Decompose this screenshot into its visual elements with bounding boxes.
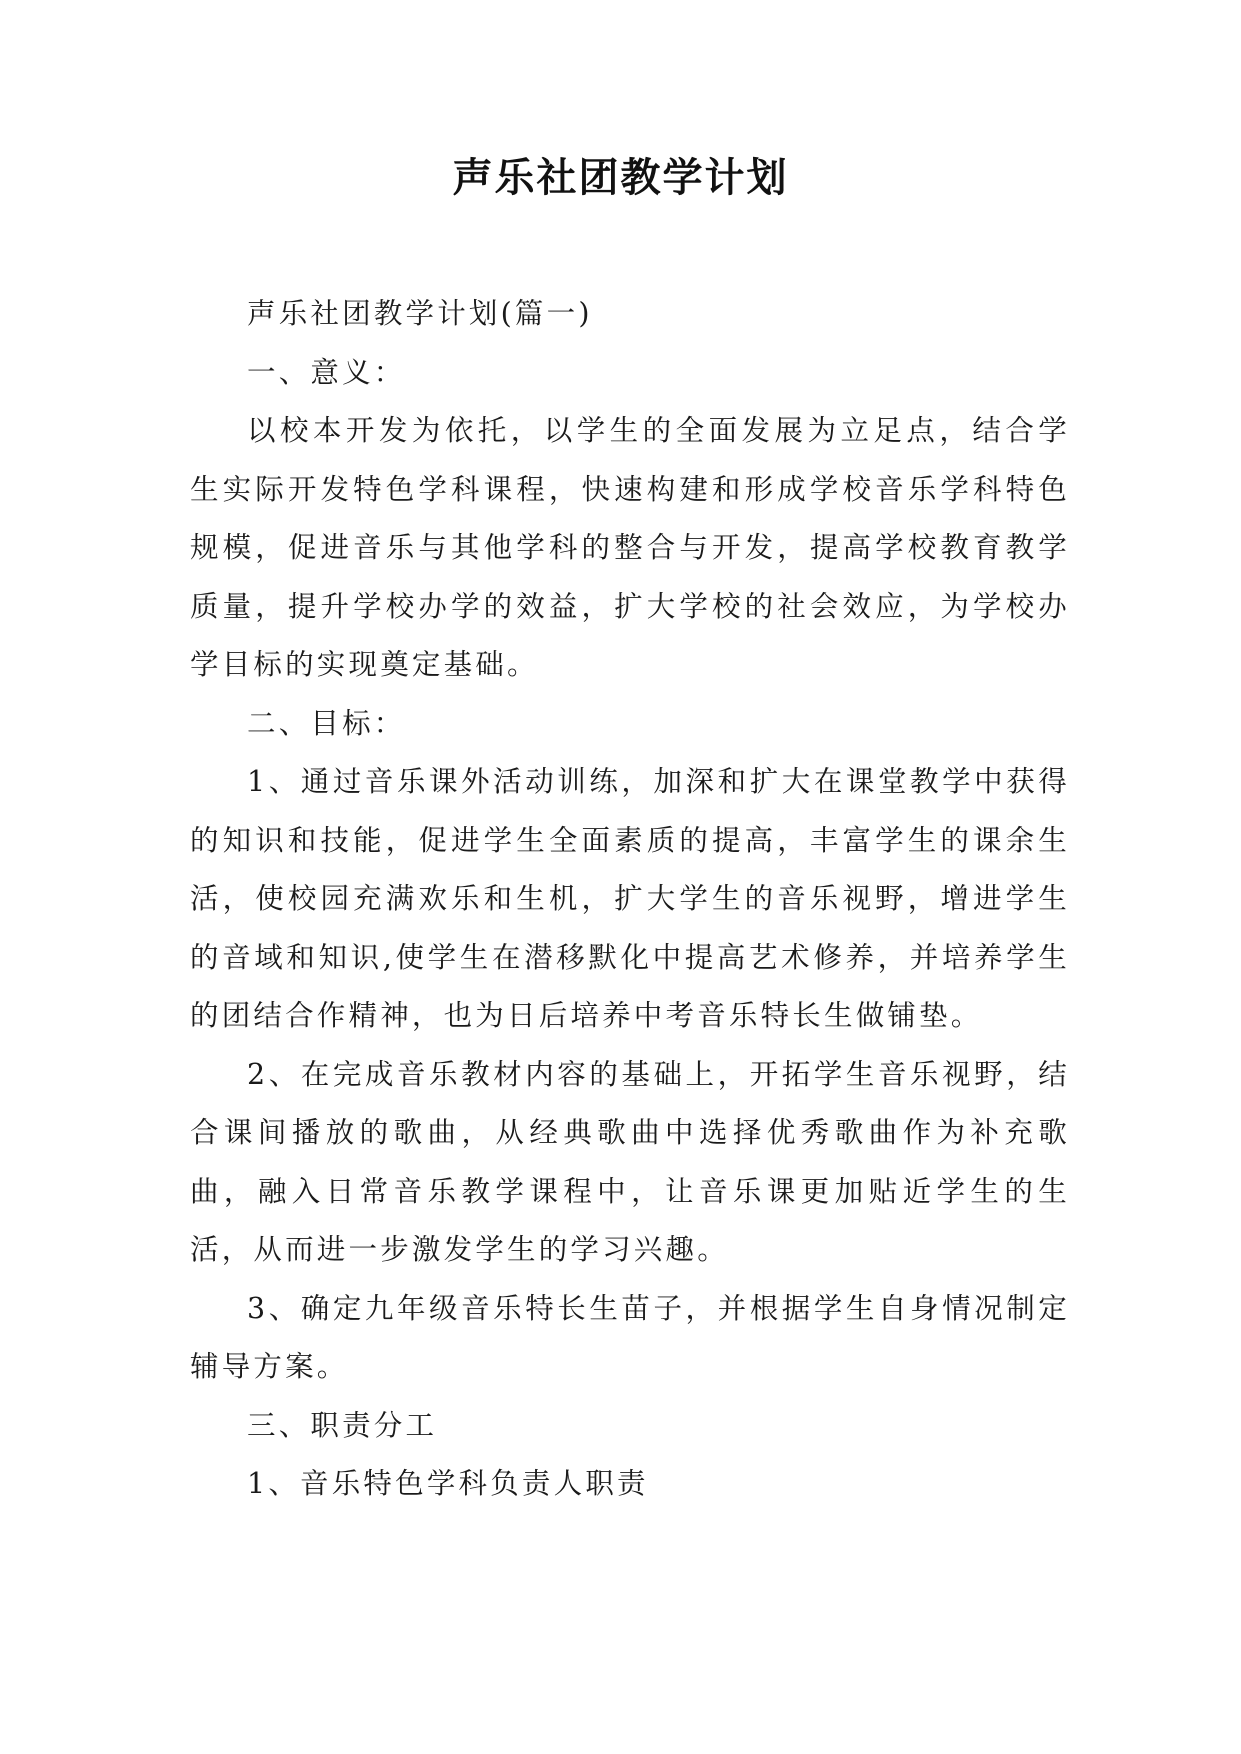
heading-responsibilities: 三、职责分工 — [247, 1408, 438, 1442]
paragraph-significance: 以校本开发为依托，以学生的全面发展为立足点，结合学生实际开发特色学科课程，快速构建和形成学校音乐学科特色规模，促进音乐与其他学科的整合与开发，提高学校教育教学质量，提升学校办学的效益，扩大学校的社会效应，为学校办学目标的实现奠定基础。 — [190, 414, 1070, 681]
heading-significance: 一、意义： — [247, 355, 406, 389]
paragraph-goal-2: 2、在完成音乐教材内容的基础上，开拓学生音乐视野，结合课间播放的歌曲，从经典歌曲中选择优秀歌曲作为补充歌曲，融入日常音乐教学课程中，让音乐课更加贴近学生的生活，从而进一步激发学生的学习兴趣。 — [190, 1057, 1070, 1266]
paragraph-goal-3: 3、确定九年级音乐特长生苗子，并根据学生自身情况制定辅导方案。 — [190, 1291, 1070, 1383]
document-title: 声乐社团教学计划 — [452, 154, 789, 201]
document-body — [190, 285, 1070, 1514]
section-heading-part-one: 声乐社团教学计划(篇一) — [247, 297, 593, 330]
heading-goals: 二、目标： — [247, 706, 406, 740]
paragraph-goal-1: 1、通过音乐课外活动训练，加深和扩大在课堂教学中获得的知识和技能，促进学生全面素质的提高，丰富学生的课余生活，使校园充满欢乐和生机，扩大学生的音乐视野，增进学生的音域和知识,使学生在潜移默化中提高艺术修养，并培养学生的团结合作精神，也为日后培养中考音乐特长生做铺垫。 — [190, 765, 1070, 1032]
paragraph-responsibility-1: 1、音乐特色学科负责人职责 — [247, 1467, 649, 1500]
